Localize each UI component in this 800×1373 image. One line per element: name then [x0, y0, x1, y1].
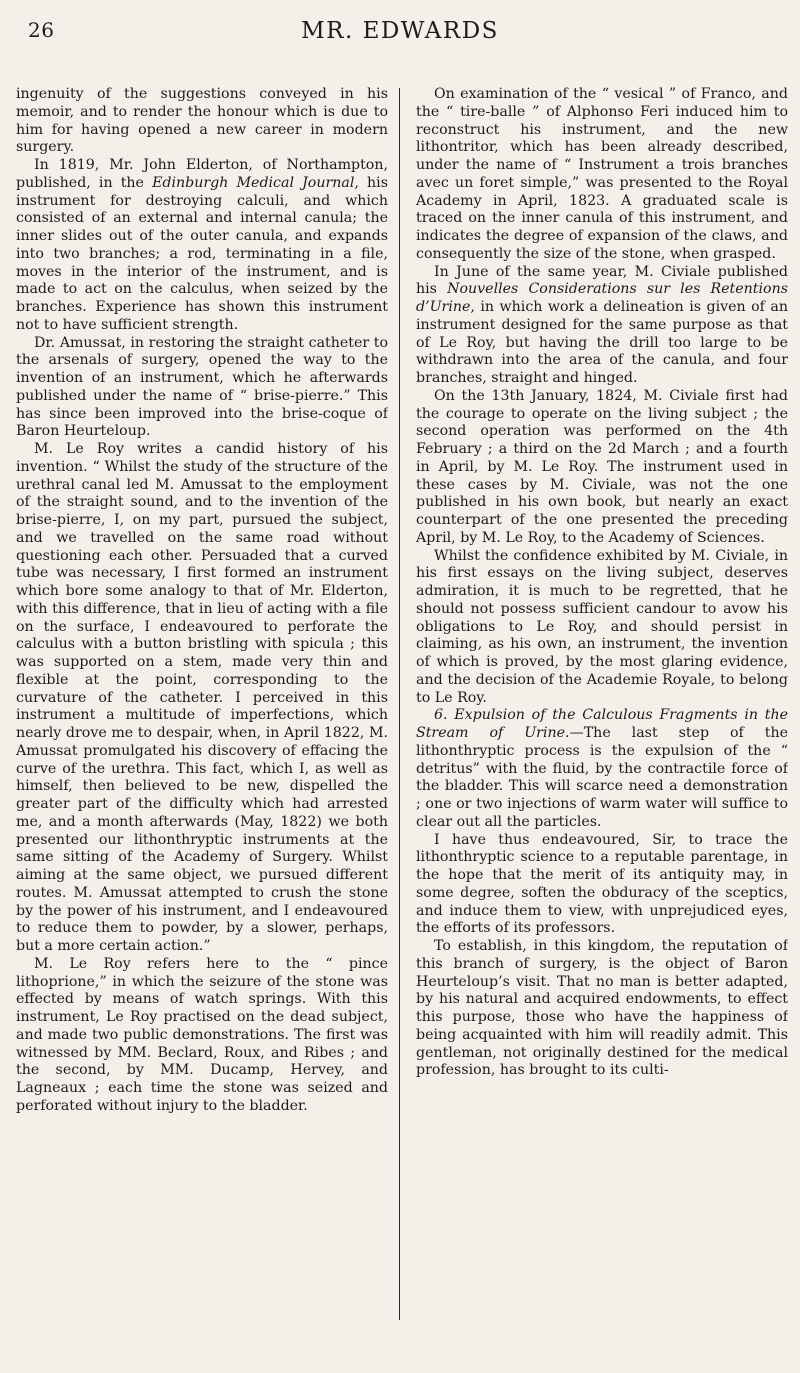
left-column [16, 86, 388, 1348]
paragraph: M. Le Roy refers here to the “ pince lithoprione,” in which the seizure of the stone was effected by means of watch springs. With this instrument, Le Roy practised on the dead subject, and made two public demonstrations. The first was witnessed by MM. Beclard, Roux, and Ribes ; and the second, by MM. Ducamp, Hervey, and Lagneaux ; each time the stone was seized and perforated without injury to the bladder. [16, 955, 388, 1114]
text-run: —The last step of the lithonthryptic process is the expulsion of the “ detritus” with the fluid, by the contractile force of the bladder. This will scarce need a demonstration ; one or two injections of warm water will suffice to clear out all the particles. [416, 725, 788, 830]
section-heading: 6. Expulsion of the Calculous Fragments in the Stream of Urine. [416, 707, 788, 741]
right-column [416, 86, 788, 1348]
book-title: Nouvelles Considerations sur les Retentions d’Urine [416, 281, 788, 315]
page-header [0, 18, 800, 52]
journal-title: Edinburgh Medical Journal [152, 174, 355, 191]
paragraph [16, 157, 388, 335]
paragraph: On examination of the “ vesical ” of Franco, and the “ tire-balle ” of Alphonso Feri induced him to reconstruct his instrument, and the new lithontritor, which has been already described, under the name of “ Instrument a trois branches avec un foret simple,” was presented to the Royal Academy in April, 1823. A graduated scale is traced on the inner canula of this instrument, and indicates the degree of expansion of the claws, and consequently the size of the stone, when grasped. [416, 86, 788, 262]
paragraph [416, 707, 788, 831]
paragraph: Dr. Amussat, in restoring the straight catheter to the arsenals of surgery, opened the way to the invention of an instrument, which he afterwards published under the name of “ brise-pierre.” This has since been improved into the brise-coque of Baron Heurteloup. [16, 334, 388, 440]
paragraph: On the 13th January, 1824, M. Civiale first had the courage to operate on the living subject ; the second operation was performed on the 4th February ; a third on the 2d March ; and a fourth in April, by M. Le Roy. The instrument used in these cases by M. Civiale, was not the one published in his own book, but nearly an exact counterpart of the one presented the preceding April, by M. Le Roy, to the Academy of Sciences. [416, 387, 788, 546]
page-number: 26 [28, 18, 55, 42]
paragraph: To establish, in this kingdom, the reputation of this branch of surgery, is the object of Baron Heurteloup’s visit. That no man is better adapted, by his natural and acquired endowments, to effect this purpose, those who have the happiness of being acquainted with him will readily admit. This gentleman, not originally destined for the medical profession, has brought to its culti- [416, 938, 788, 1079]
paragraph [416, 264, 788, 388]
paragraph: M. Le Roy writes a candid history of his invention. “ Whilst the study of the structure of the urethral canal led M. Amussat to the employment of the straight sound, and to the invention of the brise-pierre, I, on my part, pursued the subject, and we travelled on the same road without questioning each other. Persuaded that a curved tube was necessary, I first formed an instrument which bore some analogy to that of Mr. Elderton, with this difference, that in lieu of acting with a file on the surface, I endeavoured to perforate the calculus with a button bristling with spicula ; this was supported on a stem, made very thin and flexible at the point, corresponding to the curvature of the catheter. I perceived in this instrument a multitude of imperfections, which nearly drove me to despair, when, in April 1822, M. Amussat promulgated his discovery of effacing the curve of the urethra. This fact, which I, as well as himself, then believed to be new, dispelled the greater part of the difficulty which had arrested me, and a month afterwards (May, 1822) we both presented our lithonthryptic instruments at the same sitting of the Academy of Surgery. Whilst aiming at the same object, we pursued different routes. M. Amussat attempted to crush the stone by the power of his instrument, and I endeavoured to reduce them to powder, by a slower, perhaps, but a more certain action.” [16, 441, 388, 954]
running-head: MR. EDWARDS [301, 18, 499, 44]
paragraph: ingenuity of the suggestions conveyed in his memoir, and to render the honour which is due to him for having opened a new career in modern surgery. [16, 86, 388, 156]
text-run: In June of the same year, M. Civiale published his [416, 263, 788, 298]
text-run: , in which work a delineation is given of an instrument designed for the same purpose as that of Le Roy, but having the drill too large to be withdrawn into the area of the canula, and four branches, straight and hinged. [416, 299, 788, 386]
text-run: In 1819, Mr. John Elderton, of Northampton, published, in the [16, 157, 388, 191]
text-run: , his instrument for destroying calculi, and which consisted of an external and internal canula; the inner slides out of the outer canula, and expands into two branches; a rod, terminating in a file, moves in the interior of the instrument, and is made to act on the calculus, when seized by the branches. Experience has shown this instrument not to have sufficient strength. [16, 174, 388, 333]
column-divider [399, 88, 400, 1320]
paragraph: Whilst the confidence exhibited by M. Civiale, in his first essays on the living subject, deserves admiration, it is much to be regretted, that he should not possess sufficient candour to avow his obligations to Le Roy, and should persist in claiming, as his own, an instrument, the invention of which is proved, by the most glaring evidence, and the decision of the Academie Royale, to belong to Le Roy. [416, 547, 788, 706]
paragraph: I have thus endeavoured, Sir, to trace the lithonthryptic science to a reputable parentage, in the hope that the merit of its antiquity may, in some degree, soften the obduracy of the sceptics, and induce them to view, with unprejudiced eyes, the efforts of its professors. [416, 831, 788, 937]
